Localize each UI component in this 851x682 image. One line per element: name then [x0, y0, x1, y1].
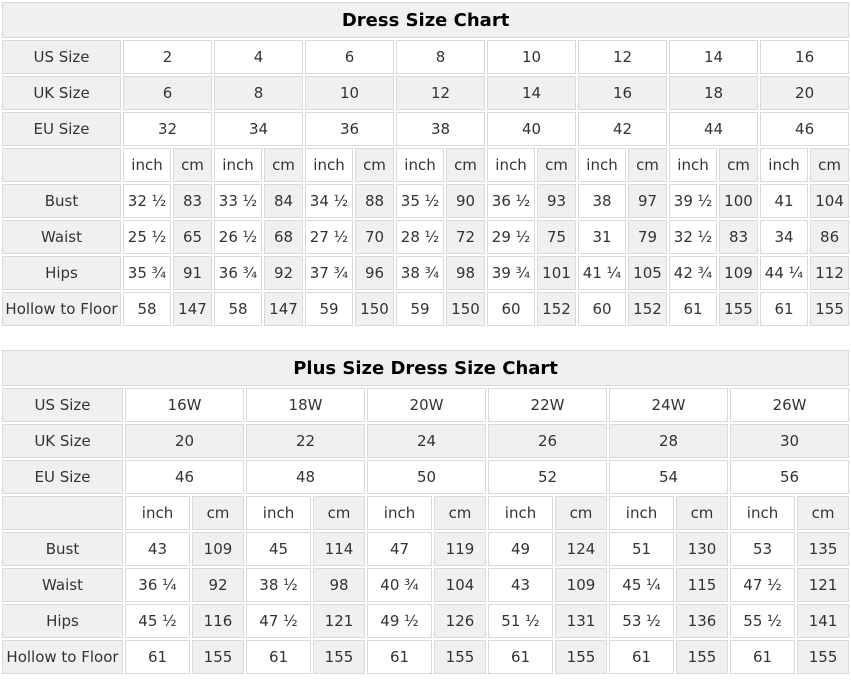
unit-label-inch: inch	[396, 148, 444, 182]
measure-value-cm: 152	[628, 292, 667, 326]
row-label-us-size: US Size	[2, 40, 121, 74]
size-value: 6	[123, 76, 212, 110]
measure-value-cm: 155	[719, 292, 758, 326]
unit-label-cm: cm	[446, 148, 485, 182]
measure-value-inch: 43	[488, 568, 553, 602]
measure-value-cm: 114	[313, 532, 365, 566]
unit-label-cm: cm	[537, 148, 576, 182]
measure-value-inch: 39 ½	[669, 184, 717, 218]
measure-value-cm: 115	[676, 568, 728, 602]
size-value: 26W	[730, 388, 849, 422]
size-value: 32	[123, 112, 212, 146]
measure-value-inch: 26 ½	[214, 220, 262, 254]
size-value: 30	[730, 424, 849, 458]
measure-value-inch: 61	[609, 640, 674, 674]
unit-label-inch: inch	[305, 148, 353, 182]
measure-value-cm: 121	[797, 568, 849, 602]
size-value: 36	[305, 112, 394, 146]
size-value: 46	[125, 460, 244, 494]
unit-label-cm: cm	[313, 496, 365, 530]
chart-title: Plus Size Dress Size Chart	[2, 350, 849, 386]
measure-value-inch: 31	[578, 220, 626, 254]
plus-size-dress-size-chart-table	[0, 348, 851, 676]
row-label-hips: Hips	[2, 256, 121, 290]
unit-label-inch: inch	[760, 148, 808, 182]
measure-value-inch: 49 ½	[367, 604, 432, 638]
size-value: 22W	[488, 388, 607, 422]
size-value: 16	[760, 40, 849, 74]
unit-label-cm: cm	[434, 496, 486, 530]
size-value: 12	[578, 40, 667, 74]
size-value: 18W	[246, 388, 365, 422]
measure-value-cm: 84	[264, 184, 303, 218]
size-value: 26	[488, 424, 607, 458]
row-label-uk-size: UK Size	[2, 424, 123, 458]
measure-value-inch: 27 ½	[305, 220, 353, 254]
size-value: 18	[669, 76, 758, 110]
unit-label-cm: cm	[719, 148, 758, 182]
measure-value-inch: 44 ¼	[760, 256, 808, 290]
measure-value-inch: 36 ¾	[214, 256, 262, 290]
unit-label-inch: inch	[488, 496, 553, 530]
unit-label-inch: inch	[214, 148, 262, 182]
measure-value-cm: 92	[264, 256, 303, 290]
unit-label-inch: inch	[730, 496, 795, 530]
measure-value-cm: 121	[313, 604, 365, 638]
size-value: 16	[578, 76, 667, 110]
measure-value-cm: 70	[355, 220, 394, 254]
measure-value-cm: 135	[797, 532, 849, 566]
measure-value-cm: 124	[555, 532, 607, 566]
size-value: 24	[367, 424, 486, 458]
size-value: 14	[487, 76, 576, 110]
measure-value-inch: 47 ½	[246, 604, 311, 638]
measure-value-inch: 38	[578, 184, 626, 218]
size-value: 38	[396, 112, 485, 146]
measure-value-cm: 105	[628, 256, 667, 290]
measure-value-cm: 96	[355, 256, 394, 290]
measure-value-cm: 119	[434, 532, 486, 566]
measure-value-cm: 155	[676, 640, 728, 674]
unit-label-inch: inch	[669, 148, 717, 182]
row-label-eu-size: EU Size	[2, 460, 123, 494]
size-value: 56	[730, 460, 849, 494]
measure-value-cm: 147	[173, 292, 212, 326]
measure-value-inch: 32 ½	[123, 184, 171, 218]
measure-value-cm: 136	[676, 604, 728, 638]
unit-label-cm: cm	[810, 148, 849, 182]
unit-label-inch: inch	[609, 496, 674, 530]
row-label-bust: Bust	[2, 184, 121, 218]
size-value: 48	[246, 460, 365, 494]
measure-value-inch: 55 ½	[730, 604, 795, 638]
size-value: 4	[214, 40, 303, 74]
measure-value-cm: 100	[719, 184, 758, 218]
measure-value-cm: 104	[810, 184, 849, 218]
size-value: 20	[760, 76, 849, 110]
unit-label-cm: cm	[192, 496, 244, 530]
unit-label-inch: inch	[487, 148, 535, 182]
unit-label-inch: inch	[367, 496, 432, 530]
measure-value-inch: 53 ½	[609, 604, 674, 638]
measure-value-cm: 126	[434, 604, 486, 638]
size-value: 20W	[367, 388, 486, 422]
measure-value-cm: 93	[537, 184, 576, 218]
row-label-uk-size: UK Size	[2, 76, 121, 110]
unit-row-label	[2, 148, 121, 182]
measure-value-inch: 61	[730, 640, 795, 674]
measure-value-cm: 79	[628, 220, 667, 254]
measure-value-inch: 41	[760, 184, 808, 218]
unit-label-cm: cm	[628, 148, 667, 182]
unit-label-cm: cm	[555, 496, 607, 530]
size-value: 40	[487, 112, 576, 146]
measure-value-cm: 97	[628, 184, 667, 218]
measure-value-inch: 61	[760, 292, 808, 326]
size-value: 10	[305, 76, 394, 110]
measure-value-inch: 61	[367, 640, 432, 674]
measure-value-cm: 130	[676, 532, 728, 566]
measure-value-cm: 86	[810, 220, 849, 254]
measure-value-inch: 61	[125, 640, 190, 674]
size-value: 34	[214, 112, 303, 146]
measure-value-inch: 38 ½	[246, 568, 311, 602]
size-value: 50	[367, 460, 486, 494]
measure-value-inch: 40 ¾	[367, 568, 432, 602]
measure-value-inch: 45 ¼	[609, 568, 674, 602]
unit-label-cm: cm	[264, 148, 303, 182]
measure-value-cm: 101	[537, 256, 576, 290]
size-value: 54	[609, 460, 728, 494]
size-value: 52	[488, 460, 607, 494]
size-value: 24W	[609, 388, 728, 422]
unit-label-inch: inch	[578, 148, 626, 182]
measure-value-cm: 104	[434, 568, 486, 602]
measure-value-cm: 72	[446, 220, 485, 254]
measure-value-inch: 41 ¼	[578, 256, 626, 290]
measure-value-inch: 43	[125, 532, 190, 566]
measure-value-cm: 150	[355, 292, 394, 326]
size-value: 10	[487, 40, 576, 74]
measure-value-cm: 112	[810, 256, 849, 290]
unit-row-label	[2, 496, 123, 530]
measure-value-cm: 109	[719, 256, 758, 290]
row-label-hips: Hips	[2, 604, 123, 638]
row-label-hollow-to-floor: Hollow to Floor	[2, 292, 121, 326]
unit-label-cm: cm	[676, 496, 728, 530]
measure-value-cm: 155	[810, 292, 849, 326]
size-value: 28	[609, 424, 728, 458]
dress-size-chart-table	[0, 0, 851, 328]
measure-value-cm: 155	[192, 640, 244, 674]
measure-value-inch: 51	[609, 532, 674, 566]
measure-value-cm: 155	[797, 640, 849, 674]
measure-value-inch: 59	[305, 292, 353, 326]
measure-value-inch: 49	[488, 532, 553, 566]
size-value: 22	[246, 424, 365, 458]
size-value: 2	[123, 40, 212, 74]
measure-value-inch: 53	[730, 532, 795, 566]
measure-value-inch: 58	[214, 292, 262, 326]
size-value: 12	[396, 76, 485, 110]
measure-value-inch: 35 ¾	[123, 256, 171, 290]
size-value: 20	[125, 424, 244, 458]
measure-value-cm: 90	[446, 184, 485, 218]
unit-label-inch: inch	[246, 496, 311, 530]
measure-value-inch: 61	[669, 292, 717, 326]
measure-value-cm: 155	[434, 640, 486, 674]
size-value: 42	[578, 112, 667, 146]
measure-value-cm: 152	[537, 292, 576, 326]
measure-value-inch: 25 ½	[123, 220, 171, 254]
size-value: 8	[214, 76, 303, 110]
row-label-waist: Waist	[2, 220, 121, 254]
measure-value-inch: 59	[396, 292, 444, 326]
measure-value-inch: 45 ½	[125, 604, 190, 638]
measure-value-inch: 45	[246, 532, 311, 566]
measure-value-cm: 88	[355, 184, 394, 218]
measure-value-inch: 36 ¼	[125, 568, 190, 602]
row-label-waist: Waist	[2, 568, 123, 602]
measure-value-cm: 155	[555, 640, 607, 674]
size-value: 46	[760, 112, 849, 146]
measure-value-inch: 47 ½	[730, 568, 795, 602]
measure-value-cm: 150	[446, 292, 485, 326]
measure-value-inch: 34	[760, 220, 808, 254]
measure-value-cm: 116	[192, 604, 244, 638]
measure-value-inch: 29 ½	[487, 220, 535, 254]
measure-value-inch: 61	[246, 640, 311, 674]
unit-label-cm: cm	[355, 148, 394, 182]
measure-value-cm: 68	[264, 220, 303, 254]
unit-label-inch: inch	[125, 496, 190, 530]
measure-value-inch: 47	[367, 532, 432, 566]
size-value: 8	[396, 40, 485, 74]
chart-title: Dress Size Chart	[2, 2, 849, 38]
measure-value-inch: 60	[578, 292, 626, 326]
measure-value-cm: 65	[173, 220, 212, 254]
measure-value-cm: 83	[173, 184, 212, 218]
measure-value-inch: 28 ½	[396, 220, 444, 254]
measure-value-inch: 32 ½	[669, 220, 717, 254]
measure-value-cm: 98	[313, 568, 365, 602]
measure-value-cm: 109	[192, 532, 244, 566]
size-value: 16W	[125, 388, 244, 422]
measure-value-cm: 147	[264, 292, 303, 326]
measure-value-cm: 92	[192, 568, 244, 602]
measure-value-cm: 75	[537, 220, 576, 254]
measure-value-cm: 98	[446, 256, 485, 290]
row-label-us-size: US Size	[2, 388, 123, 422]
row-label-hollow-to-floor: Hollow to Floor	[2, 640, 123, 674]
measure-value-cm: 109	[555, 568, 607, 602]
measure-value-inch: 39 ¾	[487, 256, 535, 290]
size-value: 44	[669, 112, 758, 146]
measure-value-cm: 141	[797, 604, 849, 638]
measure-value-inch: 58	[123, 292, 171, 326]
unit-label-cm: cm	[173, 148, 212, 182]
measure-value-inch: 33 ½	[214, 184, 262, 218]
measure-value-inch: 37 ¾	[305, 256, 353, 290]
measure-value-cm: 91	[173, 256, 212, 290]
row-label-eu-size: EU Size	[2, 112, 121, 146]
measure-value-cm: 83	[719, 220, 758, 254]
row-label-bust: Bust	[2, 532, 123, 566]
measure-value-inch: 36 ½	[487, 184, 535, 218]
unit-label-cm: cm	[797, 496, 849, 530]
size-value: 14	[669, 40, 758, 74]
measure-value-inch: 51 ½	[488, 604, 553, 638]
measure-value-inch: 38 ¾	[396, 256, 444, 290]
size-value: 6	[305, 40, 394, 74]
measure-value-cm: 131	[555, 604, 607, 638]
unit-label-inch: inch	[123, 148, 171, 182]
measure-value-inch: 34 ½	[305, 184, 353, 218]
measure-value-inch: 42 ¾	[669, 256, 717, 290]
measure-value-cm: 155	[313, 640, 365, 674]
measure-value-inch: 35 ½	[396, 184, 444, 218]
measure-value-inch: 60	[487, 292, 535, 326]
measure-value-inch: 61	[488, 640, 553, 674]
